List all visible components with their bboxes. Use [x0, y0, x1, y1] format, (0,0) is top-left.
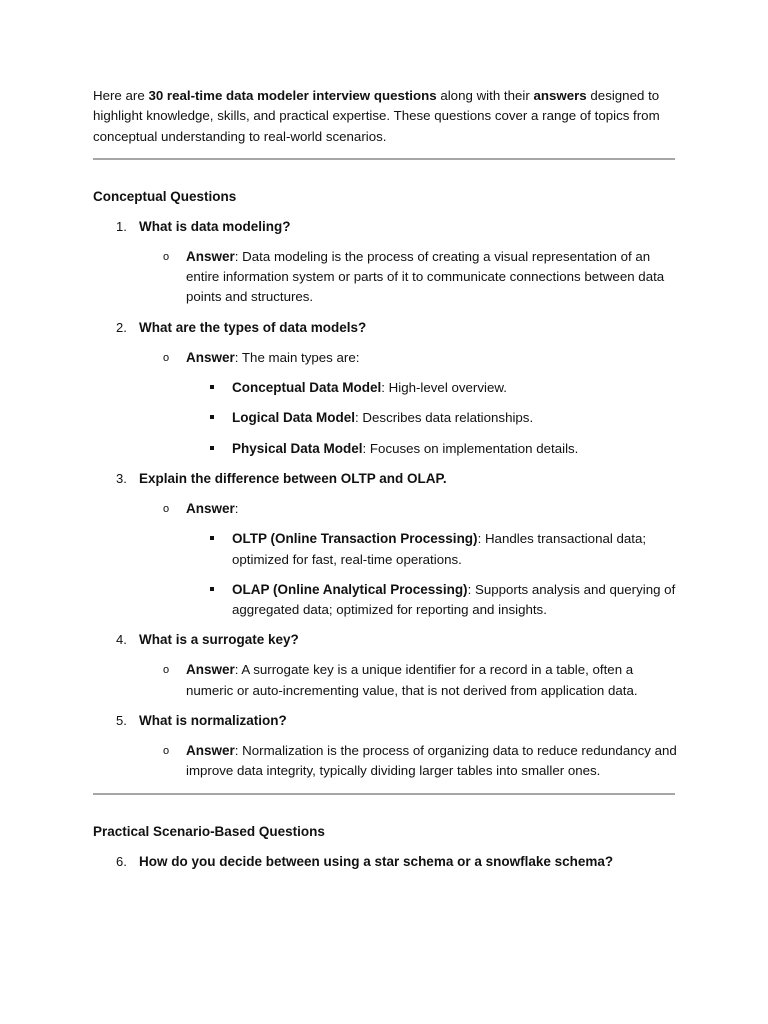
answer-4	[93, 660, 677, 701]
item-label: OLAP (Online Analytical Processing)	[232, 581, 468, 597]
intro-paragraph	[93, 86, 677, 147]
intro-bold-questions: 30 real-time data modeler interview questions	[148, 88, 437, 103]
answer-label: Answer	[186, 248, 235, 264]
square-bullet-icon	[210, 415, 214, 419]
item-label: Logical Data Model	[232, 410, 356, 426]
intro-text-pre: Here are	[93, 88, 149, 103]
answer-text: : The main types are:	[234, 349, 360, 365]
item-text: : Supports analysis and querying of aggregated data; optimized for reporting and insights.	[232, 581, 676, 618]
answer-text: : A surrogate key is a unique identifier for a record in a table, often a numeric or auto-incrementing value, that is not derived from application data.	[186, 662, 638, 698]
question-text: What is normalization?	[139, 713, 287, 729]
question-4	[93, 630, 677, 650]
list-item-logical-model	[93, 408, 677, 428]
item-text: : Focuses on implementation details.	[362, 440, 579, 456]
item-text: : High-level overview.	[381, 380, 507, 396]
question-number: 2.	[116, 319, 127, 335]
question-1	[93, 217, 677, 237]
answer-text: : Data modeling is the process of creating a visual representation of an entire information system or parts of it to communicate connections between data points and structures.	[186, 248, 665, 305]
answer-label: Answer	[186, 662, 235, 678]
question-number: 1.	[116, 218, 127, 234]
item-text: : Handles transactional data; optimized for fast, real-time operations.	[232, 531, 647, 567]
square-bullet-icon	[210, 536, 214, 540]
horizontal-rule-2	[93, 793, 675, 795]
circle-bullet-icon: o	[163, 502, 170, 515]
question-6	[93, 852, 677, 872]
intro-bold-answers: answers	[533, 88, 587, 103]
square-bullet-icon	[210, 385, 214, 389]
question-number: 6.	[116, 853, 127, 869]
circle-bullet-icon: o	[163, 664, 170, 677]
answer-text: :	[234, 500, 239, 516]
circle-bullet-icon: o	[163, 745, 170, 758]
square-bullet-icon	[210, 587, 214, 591]
section-title-practical: Practical Scenario-Based Questions	[93, 823, 325, 839]
answer-label: Answer	[186, 743, 235, 759]
square-bullet-icon	[210, 446, 214, 450]
question-5	[93, 711, 677, 731]
question-number: 5.	[116, 713, 127, 729]
question-text: Explain the difference between OLTP and OLAP.	[139, 470, 447, 486]
question-number: 3.	[116, 470, 127, 486]
answer-1	[93, 247, 677, 308]
item-label: Physical Data Model	[232, 440, 363, 456]
question-text: How do you decide between using a star schema or a snowflake schema?	[139, 853, 614, 869]
list-item-oltp	[93, 529, 677, 570]
list-item-physical-model	[93, 439, 677, 459]
question-2	[93, 318, 677, 338]
document-page	[93, 86, 677, 872]
list-item-olap	[93, 580, 677, 621]
answer-text: : Normalization is the process of organizing data to reduce redundancy and improve data integrity, typically dividing larger tables into smaller ones.	[186, 743, 677, 779]
answer-label: Answer	[186, 349, 235, 365]
question-text: What are the types of data models?	[139, 319, 367, 335]
item-text: : Describes data relationships.	[355, 410, 534, 426]
item-label: OLTP (Online Transaction Processing)	[232, 531, 478, 547]
answer-3	[93, 499, 677, 519]
question-text: What is data modeling?	[139, 218, 291, 234]
question-text: What is a surrogate key?	[139, 632, 299, 648]
list-item-conceptual-model	[93, 378, 677, 398]
intro-text-mid: along with their	[436, 88, 534, 103]
question-3	[93, 469, 677, 489]
horizontal-rule-1	[93, 158, 675, 160]
answer-label: Answer	[186, 500, 235, 516]
item-label: Conceptual Data Model	[232, 380, 382, 396]
intro-text-post: designed to highlight knowledge, skills, and practical expertise. These questions cover a range of topics from conceptual understanding to real-world scenarios.	[93, 88, 660, 144]
answer-5	[93, 741, 677, 782]
question-number: 4.	[116, 632, 127, 648]
circle-bullet-icon: o	[163, 351, 170, 364]
answer-2	[93, 348, 677, 368]
section-title-conceptual: Conceptual Questions	[93, 188, 237, 204]
circle-bullet-icon: o	[163, 250, 170, 263]
